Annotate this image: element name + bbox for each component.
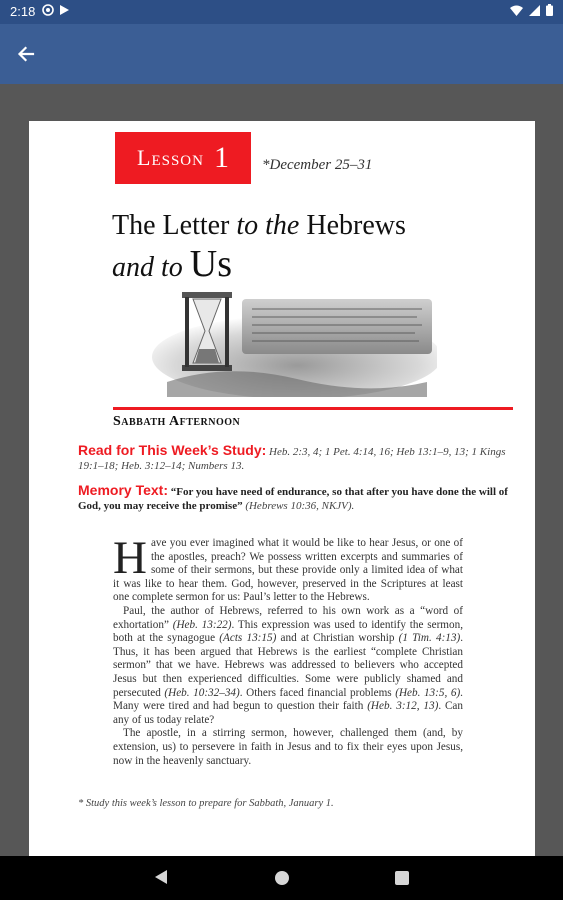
status-bar xyxy=(0,0,563,24)
p2-ref-2: (Acts 13:15) xyxy=(219,632,277,645)
study-label: Read for This Week’s Study: xyxy=(78,442,267,458)
p2-ref-3: (1 Tim. 4:13) xyxy=(398,632,461,645)
day-heading: Sabbath Afternoon xyxy=(113,414,241,429)
status-right-icons xyxy=(510,4,553,16)
app-bar xyxy=(0,24,563,84)
title-part1: The Letter xyxy=(112,210,237,241)
paragraph-1 xyxy=(113,532,463,605)
lesson-date: *December 25–31 xyxy=(262,157,373,173)
footnote: * Study this week’s lesson to prepare for Sabbath, January 1. xyxy=(78,798,334,809)
arrow-left-icon xyxy=(17,45,35,63)
wifi-icon xyxy=(510,5,523,16)
paragraph-1-text: ave you ever imagined what it would be like to hear Jesus, or one of the apostles, preach? We possess written excerpts and summaries of some of their sermons, but these provide only a limited idea of what it was like to hear them. God, however, preserved in the Scriptures at least one complete sermon for us: Paul’s letter to the Hebrews. xyxy=(113,537,463,604)
lesson-title xyxy=(112,207,512,287)
lesson-badge xyxy=(115,132,251,184)
p2-ref-1: (Heb. 13:22) xyxy=(172,618,232,631)
document-viewer[interactable] xyxy=(0,84,563,856)
title-part3: Hebrews xyxy=(299,210,406,241)
lesson-body xyxy=(113,532,464,768)
study-refs: Heb. 2:3, 4; 1 Pet. 4:14, 16; Heb 13:1–9, 13; 1 Kings 19:1–18; Heb. 3:12–14; Numbers 13. xyxy=(78,446,506,472)
signal-icon xyxy=(529,5,540,16)
section-rule xyxy=(113,407,513,410)
p2-text-c: and at Christian worship xyxy=(276,632,399,645)
hourglass-scroll-illustration xyxy=(147,287,437,397)
play-store-icon xyxy=(59,4,70,16)
status-time: 2:18 xyxy=(10,4,36,19)
p2-ref-4: (Heb. 10:32–34) xyxy=(164,686,240,699)
title-part4: and to xyxy=(112,252,190,283)
paragraph-2 xyxy=(113,605,463,727)
p2-text-b: . This expression was used to identify the sermon, both at the synagogue xyxy=(113,618,463,645)
lesson-label: Lesson xyxy=(137,145,204,170)
p2-text-d: . Thus, it has been argued that Hebrews is the earliest “complete Christian sermon” that we have. Hebrews was addressed to believers who accepted Jesus but then experienced difficulties. Some were publicly shamed and persecuted xyxy=(113,632,464,699)
back-button[interactable] xyxy=(12,40,40,68)
title-part5: Us xyxy=(189,243,233,285)
battery-icon xyxy=(546,4,553,16)
square-recents-icon[interactable] xyxy=(395,871,409,885)
lesson-number: 1 xyxy=(213,141,229,174)
p2-text-a: Paul, the author of Hebrews, referred to his own work as a “word of exhortation” xyxy=(113,604,463,631)
p2-ref-5: (Heb. 13:5, 6) xyxy=(395,686,461,699)
document-page xyxy=(29,121,535,861)
paragraph-3: The apostle, in a stirring sermon, however, challenged them (and, by extension, us) to persevere in faith in Jesus and to fix their eyes upon Jesus, now in the heavenly sanctuary. xyxy=(113,727,463,767)
p2-text-f: . Many were tired and had begun to question their faith xyxy=(113,686,463,713)
p2-ref-6: (Heb. 3:12, 13) xyxy=(367,700,439,713)
title-part2: to the xyxy=(236,210,300,241)
circle-home-icon[interactable] xyxy=(275,871,289,885)
system-nav-bar xyxy=(0,856,563,900)
status-left-icons xyxy=(42,4,70,16)
memory-verse: “For you have need of endurance, so that after you have done the will of God, you may receive the promise” xyxy=(78,486,508,512)
triangle-back-icon[interactable] xyxy=(154,869,168,885)
drop-cap: H xyxy=(113,532,147,584)
memory-text xyxy=(78,483,518,513)
p2-text-e: . Others faced financial problems xyxy=(239,686,396,699)
p2-text-g: . Can any of us today relate? xyxy=(113,700,463,726)
memory-ref: (Hebrews 10:36, NKJV). xyxy=(242,500,355,512)
memory-label: Memory Text: xyxy=(78,482,168,498)
app-notification-icon xyxy=(42,4,54,16)
study-references xyxy=(78,443,518,473)
